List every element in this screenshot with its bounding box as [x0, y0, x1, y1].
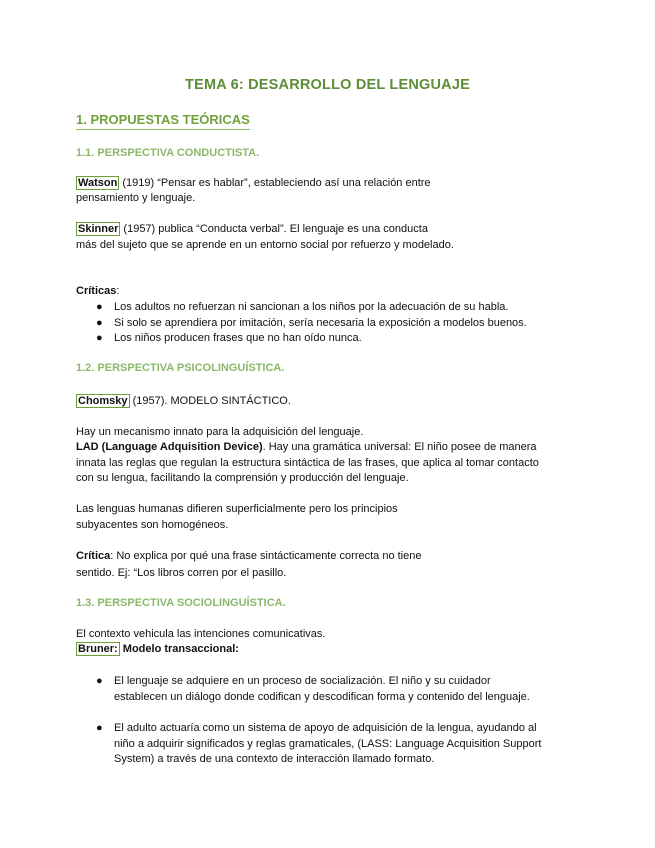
subheading-sociolinguistica: 1.3. PERSPECTIVA SOCIOLINGUÍSTICA.: [76, 597, 286, 609]
author-watson: Watson: [78, 177, 118, 189]
bullet-icon: ●: [96, 301, 103, 313]
paragraph-watson: [76, 176, 431, 192]
lenguas-text-line2: subyacentes son homogéneos.: [76, 519, 229, 531]
author-chomsky: Chomsky: [78, 395, 128, 407]
subheading-psicolinguistica: 1.2. PERSPECTIVA PSICOLINGUÍSTICA.: [76, 362, 285, 374]
section-heading-propuestas: 1. PROPUESTAS TEÓRICAS: [76, 112, 250, 130]
list-item-critica-3: ● Los niños producen frases que no han oído nunca.: [96, 331, 362, 347]
watson-text-line2: pensamiento y lenguaje.: [76, 192, 196, 204]
criticas-label: Críticas:: [76, 285, 120, 297]
lad-text-line2: innata las reglas que regulan la estructura sintáctica de las frases, que aplica al tomar contacto: [76, 457, 539, 469]
list-item-bruner-2-line3: System) a través de una contexto de interacción llamado formato.: [114, 753, 435, 765]
lad-text: LAD (Language Adquisition Device). Hay una gramática universal: El niño posee de manera: [76, 441, 537, 453]
bullet-icon: ●: [96, 332, 103, 344]
list-item-critica-1: ● Los adultos no refuerzan ni sancionan a los niños por la adecuación de su habla.: [96, 300, 508, 316]
paragraph-chomsky: [76, 394, 291, 410]
contexto-text: El contexto vehicula las intenciones comunicativas.: [76, 628, 326, 640]
bullet-icon: ●: [96, 317, 103, 329]
bullet-icon: ●: [96, 722, 103, 734]
skinner-text: (1957) publica “Conducta verbal”. El lenguaje es una conducta: [120, 223, 428, 235]
critica-text: Crítica: No explica por qué una frase sintácticamente correcta no tiene: [76, 550, 422, 562]
skinner-text-line2: más del sujeto que se aprende en un entorno social por refuerzo y modelado.: [76, 239, 454, 251]
document-title: TEMA 6: DESARROLLO DEL LENGUAJE: [185, 77, 470, 93]
author-bruner: Bruner:: [78, 643, 118, 655]
list-item-bruner-2-line2: niño a adquirir significados y reglas gramaticales, (LASS: Language Acquisition Support: [114, 738, 542, 750]
chomsky-text: (1957). MODELO SINTÁCTICO.: [129, 395, 291, 407]
author-skinner: Skinner: [78, 223, 119, 235]
bruner-model: Modelo transaccional:: [119, 643, 239, 655]
lad-text-line3: con su lengua, facilitando la comprensión y producción del lenguaje.: [76, 472, 409, 484]
list-item-critica-2: ● Si solo se aprendiera por imitación, sería necesaria la exposición a modelos buenos.: [96, 316, 527, 332]
bullet-icon: ●: [96, 675, 103, 687]
list-item-bruner-1-line2: establecen un diálogo donde codifican y descodifican forma y contenido del lenguaje.: [114, 691, 530, 703]
paragraph-bruner: [76, 642, 239, 658]
subheading-conductista: 1.1. PERSPECTIVA CONDUCTISTA.: [76, 147, 260, 159]
innate-text: Hay un mecanismo innato para la adquisición del lenguaje.: [76, 426, 364, 438]
list-item-bruner-2: ● El adulto actuaría como un sistema de apoyo de adquisición de la lengua, ayudando al: [96, 721, 537, 737]
watson-text: (1919) “Pensar es hablar”, estableciendo así una relación entre: [119, 177, 431, 189]
critica-text-line2: sentido. Ej: “Los libros corren por el pasillo.: [76, 567, 287, 579]
paragraph-skinner: [76, 222, 428, 238]
list-item-bruner-1: ● El lenguaje se adquiere en un proceso de socialización. El niño y su cuidador: [96, 674, 491, 690]
lenguas-text: Las lenguas humanas difieren superficialmente pero los principios: [76, 503, 398, 515]
